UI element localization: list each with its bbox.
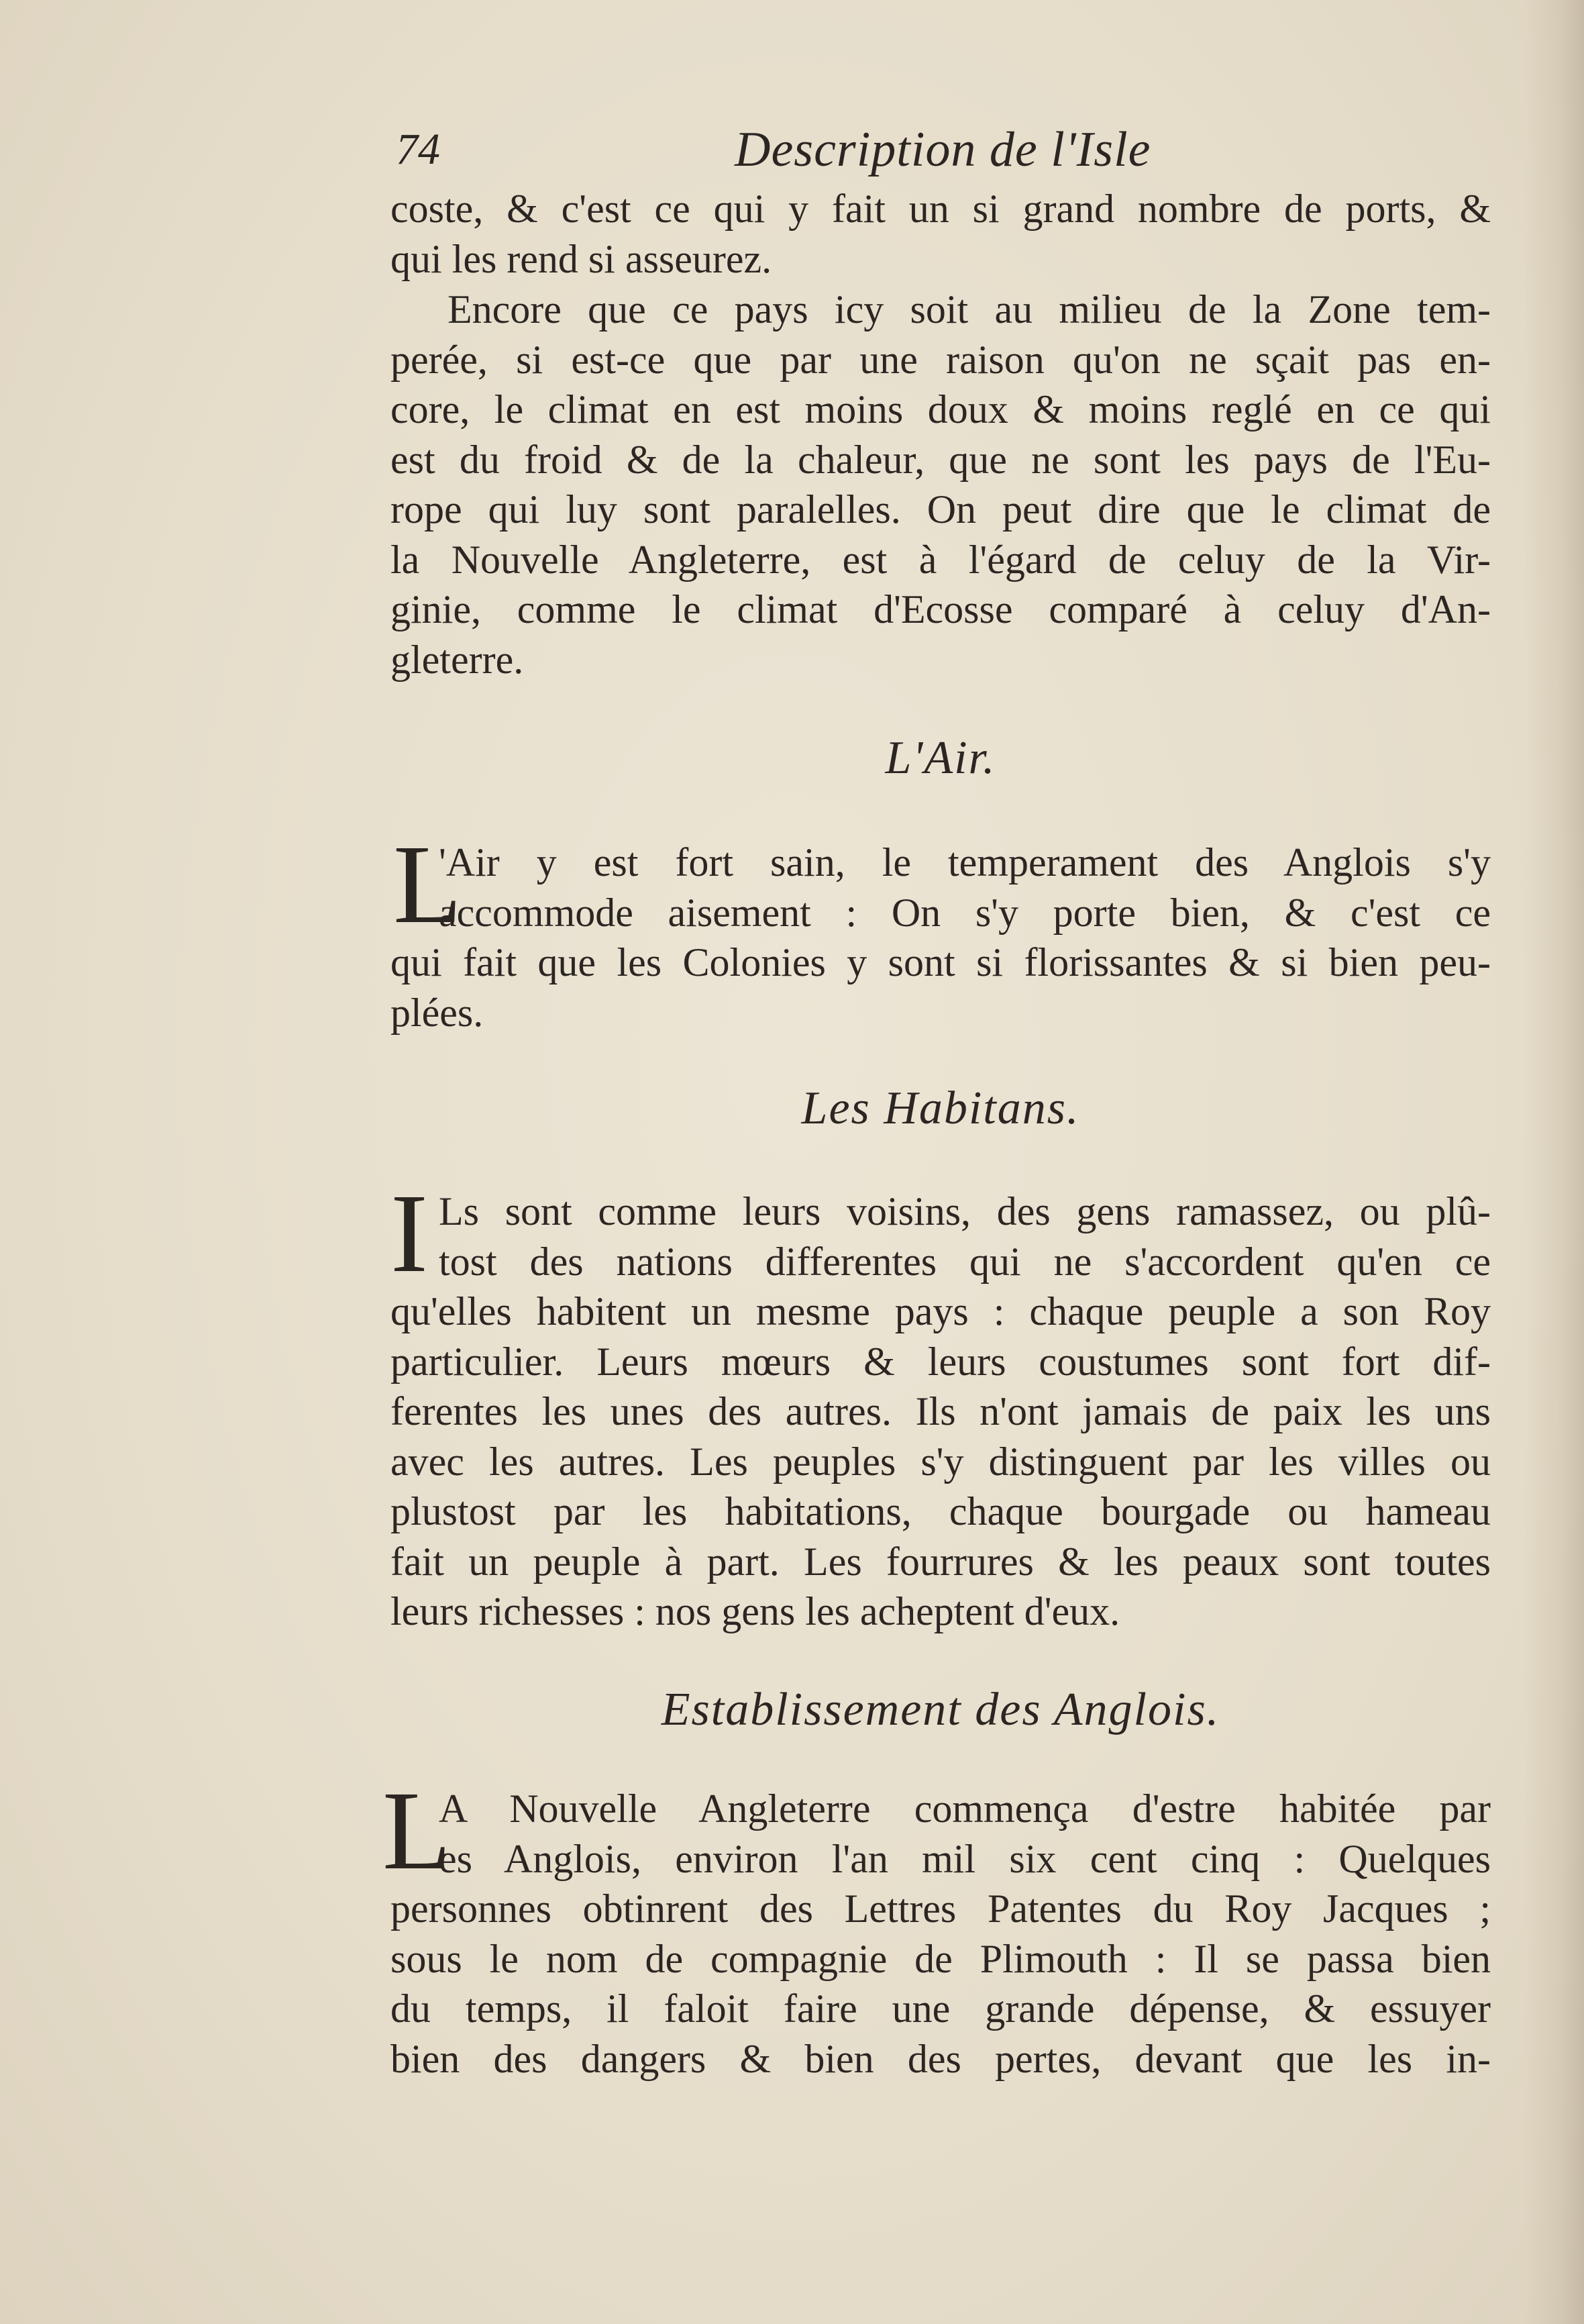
intro-paragraph: [390, 184, 1491, 284]
section-heading-habitans: Les Habitans.: [801, 1082, 1080, 1134]
text-line: qui fait que les Colonies y sont si florissantes & si bien peu-: [390, 940, 1491, 984]
habitans-paragraph: [390, 1171, 1491, 1637]
section-heading-air: L'Air.: [885, 732, 996, 784]
text-line: rope qui luy sont paralelles. On peut dire que le climat de: [390, 487, 1491, 532]
running-title: Description de l'Isle: [735, 122, 1151, 177]
drop-cap-air: L: [393, 822, 462, 947]
text-line: accommode aisement : On s'y porte bien, & c'est ce: [439, 890, 1491, 935]
text-line: ginie, comme le climat d'Ecosse comparé à celuy d'An-: [390, 587, 1491, 631]
text-line: leurs richesses : nos gens les acheptent d'eux.: [390, 1589, 1120, 1633]
text-line: du temps, il faloit faire une grande dépense, & essuyer: [390, 1986, 1491, 2031]
text-line: est du froid & de la chaleur, que ne sont les pays de l'Eu-: [390, 437, 1491, 482]
text-line: fait un peuple à part. Les fourrures & les peaux sont toutes: [390, 1539, 1491, 1584]
text-line: Encore que ce pays icy soit au milieu de la Zone tem-: [447, 287, 1491, 332]
text-line: tost des nations differentes qui ne s'accordent qu'en ce: [439, 1239, 1491, 1284]
text-line: A Nouvelle Angleterre commença d'estre habitée par: [439, 1786, 1491, 1831]
text-line: core, le climat en est moins doux & moins reglé en ce qui: [390, 387, 1491, 432]
section-heading-establissement: Establissement des Anglois.: [661, 1684, 1220, 1735]
drop-cap-habitans: I: [390, 1171, 428, 1296]
text-line: avec les autres. Les peuples s'y distinguent par les villes ou: [390, 1439, 1491, 1484]
text-line: personnes obtinrent des Lettres Patentes du Roy Jacques ;: [390, 1886, 1491, 1931]
text-line: perée, si est-ce que par une raison qu'on ne sçait pas en-: [390, 337, 1491, 382]
page-gutter-shadow: [1524, 0, 1584, 2324]
text-line: qui les rend si asseurez.: [390, 236, 772, 281]
text-line: gleterre.: [390, 637, 524, 682]
text-line: particulier. Leurs mœurs & leurs coustumes sont fort dif-: [390, 1339, 1491, 1384]
text-line: ferentes les unes des autres. Ils n'ont jamais de paix les uns: [390, 1389, 1491, 1433]
text-line: la Nouvelle Angleterre, est à l'égard de celuy de la Vir-: [390, 537, 1491, 582]
text-line: 'Air y est fort sain, le temperament des Anglois s'y: [439, 840, 1491, 885]
page-number: 74: [396, 125, 440, 174]
text-line: qu'elles habitent un mesme pays : chaque peuple a son Roy: [390, 1289, 1491, 1333]
text-line: plustost par les habitations, chaque bourgade ou hameau: [390, 1489, 1491, 1533]
text-line: sous le nom de compagnie de Plimouth : Il se passa bien: [390, 1936, 1491, 1981]
page-header: [396, 119, 1496, 180]
text-line: Ls sont comme leurs voisins, des gens ramassez, ou plû-: [439, 1189, 1491, 1233]
text-line: bien des dangers & bien des pertes, devant que les in-: [390, 2036, 1491, 2081]
text-line: es Anglois, environ l'an mil six cent cinq : Quelques: [439, 1836, 1491, 1881]
establissement-paragraph: [390, 1784, 1491, 2084]
text-line: coste, & c'est ce qui y fait un si grand nombre de ports, &: [390, 187, 1491, 231]
drop-cap-establissement: L: [382, 1768, 452, 1893]
text-line: plées.: [390, 990, 484, 1035]
climate-paragraph: [390, 285, 1491, 685]
air-paragraph: [390, 822, 1491, 1038]
